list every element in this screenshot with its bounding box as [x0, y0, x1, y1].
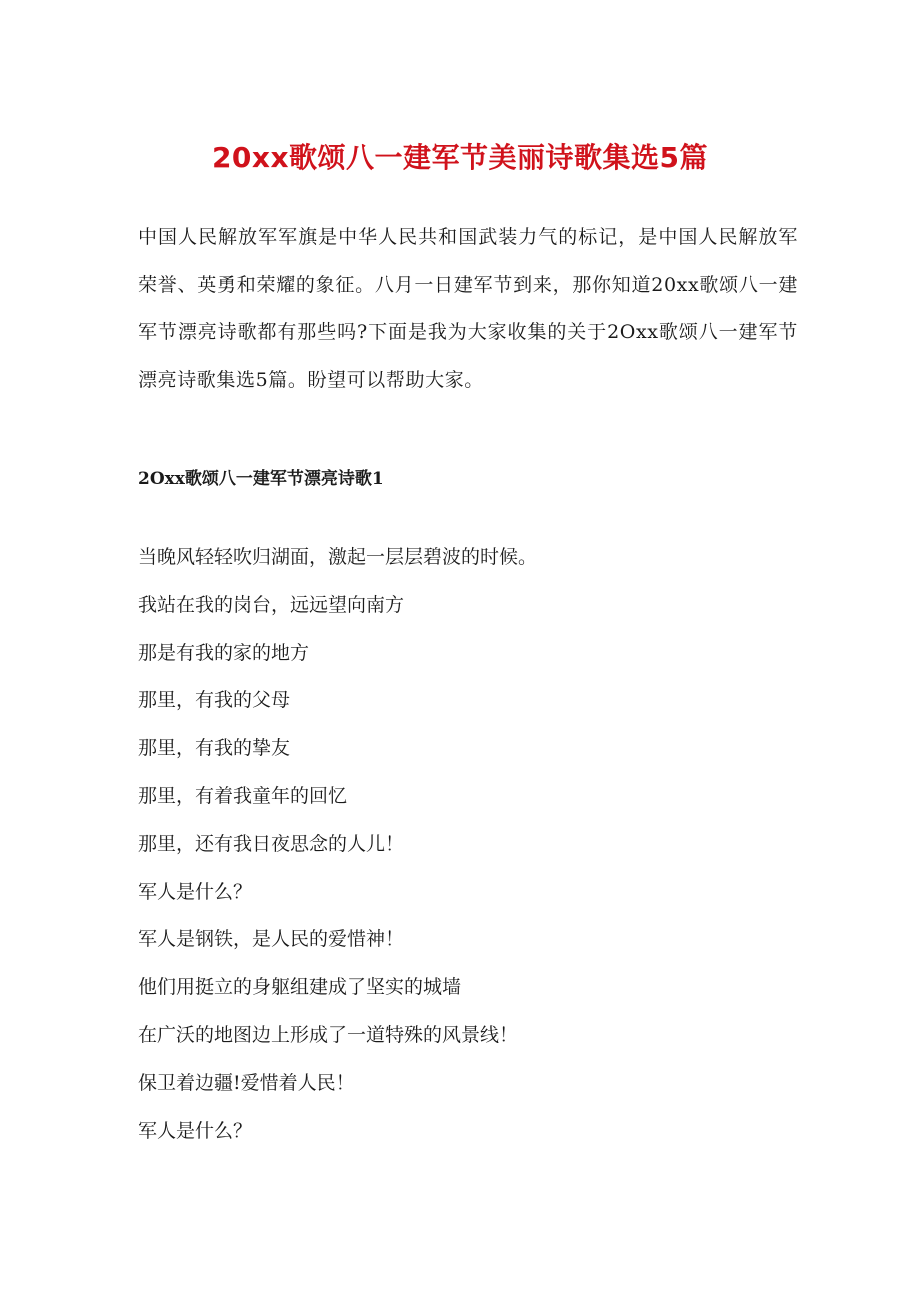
poem-line: 那里，还有我日夜思念的人儿！ [138, 832, 405, 855]
poem-line: 军人是钢铁，是人民的爱惜神！ [138, 928, 405, 951]
poem [138, 543, 537, 1164]
poem-line: 在广沃的地图边上形成了一道特殊的风景线！ [138, 1023, 519, 1046]
poem-line: 军人是什么？ [138, 1119, 253, 1142]
poem-line: 那里，有我的父母 [138, 689, 291, 712]
document-title: 20xx歌颂八一建军节美丽诗歌集选5篇 [211, 141, 709, 174]
poem-line: 我站在我的岗台，远远望向南方 [138, 593, 405, 616]
poem-line: 那里，有着我童年的回忆 [138, 784, 348, 807]
poem-line: 保卫着边疆!爱惜着人民！ [138, 1071, 355, 1094]
poem-line: 当晚风轻轻吹归湖面，激起一层层碧波的时候。 [138, 546, 538, 568]
section-heading: 2Oxx歌颂八一建军节漂亮诗歌1 [138, 469, 384, 489]
intro-paragraph: 中国人民解放军军旗是中华人民共和国武装力气的标记，是中国人民解放军荣誉、英勇和荣耀的象征。八月一日建军节到来，那你知道20xx歌颂八一建军节漂亮诗歌都有那些吗?下面是我为大家收集的关于2Oxx歌颂八一建军节漂亮诗歌集选5篇。盼望可以帮助大家。 [138, 226, 798, 391]
poem-line: 那里，有我的挚友 [138, 737, 291, 760]
poem-line: 那是有我的家的地方 [138, 641, 310, 664]
poem-line: 军人是什么？ [138, 880, 253, 903]
poem-line: 他们用挺立的身躯组建成了坚实的城墙 [138, 976, 462, 999]
